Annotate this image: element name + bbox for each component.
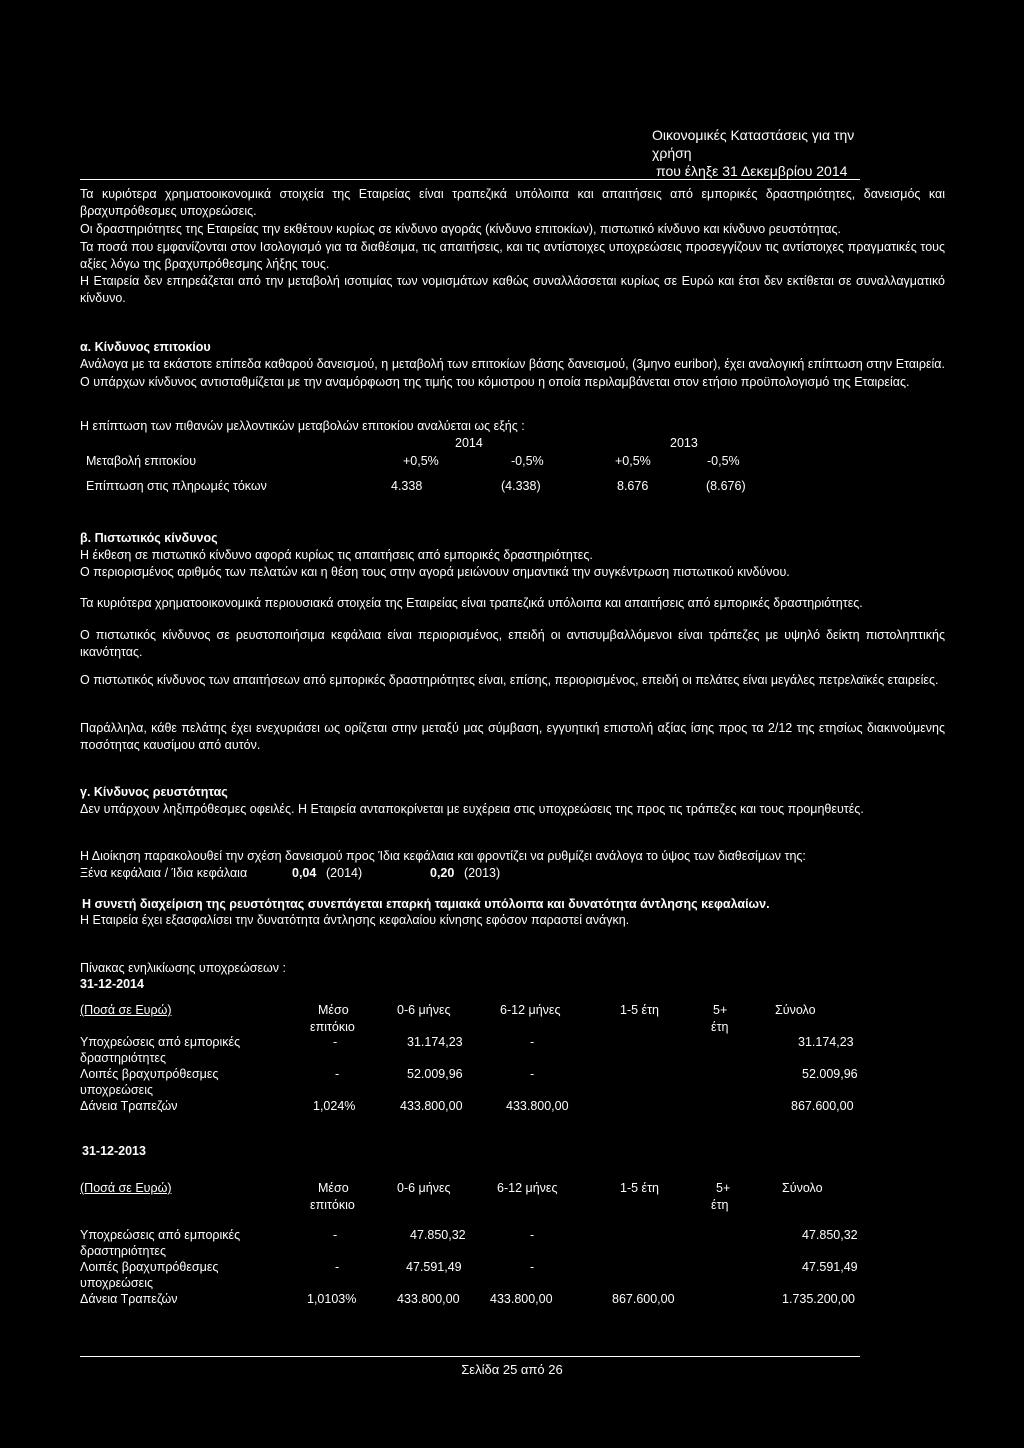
row-label: Υποχρεώσεις από εμπορικές	[80, 1035, 241, 1049]
cell-0-6: 433.800,00	[400, 1099, 463, 1113]
cell-0-6: 47.850,32	[410, 1228, 466, 1242]
amounts-in-euro-label: (Ποσά σε Ευρώ)	[80, 1181, 172, 1195]
footer-rule	[80, 1356, 860, 1357]
rate-change-value: +0,5%	[403, 454, 439, 468]
section-a-paragraph: Ανάλογα με τα εκάστοτε επίπεδα καθαρού δανεισμού, η μεταβολή των επιτοκίων βάσης δανεισμού, (3μηνο euribor), έχει αναλογική επίπτωση στην Εταιρεία. Ο υπάρχων κίνδυνος αντισταθμίζεται με την αναμόρφωση της τιμής του κόμιστρου η οποία περιλαμβάνεται στον ετήσιο προϋπολογισμό της Εταιρείας.	[80, 357, 945, 389]
section-b-line-2: Ο περιορισμένος αριθμός των πελατών και η θέση τους στην αγορά μειώνουν σημαντικά την συγκέντρωση πιστωτικού κινδύνου.	[80, 565, 790, 579]
year-2014-header: 2014	[455, 436, 483, 450]
col-6-12-months: 6-12 μήνες	[500, 1003, 561, 1017]
row-label: υποχρεώσεις	[80, 1276, 153, 1290]
intro-paragraph-4: Η Εταιρεία δεν επηρεάζεται από την μεταβολή ισοτιμίας των νομισμάτων καθώς συναλλάσσεται κυρίως σε Ευρώ και έτσι δεν εκτίθεται σε συναλλαγματικό κίνδυνο.	[80, 274, 945, 305]
section-c-paragraph-1: Δεν υπάρχουν ληξιπρόθεσμες οφειλές. Η Εταιρεία ανταποκρίνεται με ευχέρεια στις υποχρεώσεις της προς τις τράπεζες και τους προμηθευτές.	[80, 802, 864, 816]
section-b-paragraph-3: Ο πιστωτικός κίνδυνος των απαιτήσεων από εμπορικές δραστηριότητες είναι, επίσης, περιορισμένος, επειδή οι πελάτες είναι μεγάλες πετρελαϊκές εταιρείες.	[80, 673, 939, 687]
col-total: Σύνολο	[782, 1181, 823, 1195]
cell-avg: -	[333, 1035, 338, 1049]
col-0-6-months: 0-6 μήνες	[397, 1003, 451, 1017]
interest-impact-value: 8.676	[617, 479, 649, 493]
cell-avg: 1,0103%	[307, 1292, 357, 1306]
col-5-plus-years: 5+	[713, 1003, 728, 1017]
col-total: Σύνολο	[775, 1003, 816, 1017]
col-1-5-years: 1-5 έτη	[620, 1003, 660, 1017]
cell-0-6: 52.009,96	[407, 1067, 463, 1081]
cell-total: 52.009,96	[802, 1067, 858, 1081]
col-5-plus-years: 5+	[716, 1181, 731, 1195]
cell-6-12: -	[530, 1067, 535, 1081]
cell-0-6: 31.174,23	[407, 1035, 463, 1049]
rate-change-value: +0,5%	[615, 454, 651, 468]
cell-avg: -	[333, 1228, 338, 1242]
row-label: Δάνεια Τραπεζών	[80, 1292, 178, 1306]
cell-1-5: 867.600,00	[612, 1292, 675, 1306]
row-label: δραστηριότητες	[80, 1244, 166, 1258]
row-label: Υποχρεώσεις από εμπορικές	[80, 1228, 241, 1242]
cell-avg: -	[335, 1067, 340, 1081]
section-c-paragraph-2: Η Διοίκηση παρακολουθεί την σχέση δανεισμού προς Ίδια κεφάλαια και φροντίζει να ρυθμίζει ανάλογα το ύψος των διαθεσίμων της:	[80, 849, 806, 863]
cell-6-12: 433.800,00	[506, 1099, 569, 1113]
intro-paragraph-3: Τα ποσά που εμφανίζονται στον Ισολογισμό για τα διαθέσιμα, τις απαιτήσεις, και τις αντίστοιχες υποχρεώσεις προσεγγίζουν τις αντίστοιχες πραγματικές τους αξίες λόγω της βραχυπρόθεσμης λήξης τους.	[80, 240, 945, 271]
section-c-title: γ. Κίνδυνος ρευστότητας	[80, 785, 228, 799]
document-header	[652, 126, 872, 180]
interest-impact-label: Επίπτωση στις πληρωμές τόκων	[86, 479, 267, 493]
section-c-paragraph-3: Η Εταιρεία έχει εξασφαλίσει την δυνατότητα άντλησης κεφαλαίου κίνησης εφόσον παραστεί ανάγκη.	[80, 913, 630, 927]
section-a-title: α. Κίνδυνος επιτοκίου	[80, 340, 211, 354]
col-5-plus-years: έτη	[711, 1198, 729, 1212]
col-avg-rate: Μέσο	[318, 1003, 349, 1017]
section-b-line-1: Η έκθεση σε πιστωτικό κίνδυνο αφορά κυρίως τις απαιτήσεις από εμπορικές δραστηριότητες.	[80, 548, 593, 562]
page-number: Σελίδα 25 από 26	[461, 1362, 563, 1377]
col-6-12-months: 6-12 μήνες	[497, 1181, 558, 1195]
col-avg-rate: επιτόκιο	[310, 1020, 355, 1034]
section-b-title: β. Πιστωτικός κίνδυνος	[80, 531, 218, 545]
section-b-paragraph-2: Ο πιστωτικός κίνδυνος σε ρευστοποιήσιμα κεφάλαια είναι περιορισμένος, επειδή οι αντισυμβαλλόμενοι είναι τράπεζες με υψηλό δείκτη πιστοληπτικής ικανότητας.	[80, 628, 945, 659]
liquidity-management-statement: Η συνετή διαχείριση της ρευστότητας συνεπάγεται επαρκή ταμιακά υπόλοιπα και δυνατότητα άντλησης κεφαλαίων.	[82, 897, 770, 911]
cell-0-6: 47.591,49	[406, 1260, 462, 1274]
cell-total: 1.735.200,00	[782, 1292, 855, 1306]
header-rule	[80, 179, 860, 180]
cell-6-12: -	[530, 1035, 535, 1049]
debt-equity-2013-year: (2013)	[464, 866, 501, 880]
table-2014-date: 31-12-2014	[80, 977, 144, 991]
interest-impact-value: (4.338)	[501, 479, 541, 493]
section-a-intro-line: Η επίπτωση των πιθανών μελλοντικών μεταβολών επιτοκίου αναλύεται ως εξής :	[80, 419, 525, 433]
cell-total: 867.600,00	[791, 1099, 854, 1113]
interest-impact-value: 4.338	[391, 479, 423, 493]
cell-avg: 1,024%	[313, 1099, 356, 1113]
intro-paragraph-2: Οι δραστηριότητες της Εταιρείας την εκθέτουν κυρίως σε κίνδυνο αγοράς (κίνδυνο επιτοκίων), πιστωτικό κίνδυνο και κίνδυνο ρευστότητας.	[80, 222, 842, 236]
header-subtitle: που έληξε 31 Δεκεμβρίου 2014	[656, 163, 848, 179]
cell-total: 47.850,32	[802, 1228, 858, 1242]
table-2013-date: 31-12-2013	[82, 1144, 146, 1158]
cell-avg: -	[335, 1260, 340, 1274]
debt-equity-label: Ξένα κεφάλαια / Ίδια κεφάλαια	[80, 866, 248, 880]
cell-0-6: 433.800,00	[397, 1292, 460, 1306]
amounts-in-euro-label: (Ποσά σε Ευρώ)	[80, 1003, 172, 1017]
col-1-5-years: 1-5 έτη	[620, 1181, 660, 1195]
cell-6-12: -	[530, 1260, 535, 1274]
col-avg-rate: επιτόκιο	[310, 1198, 355, 1212]
cell-total: 47.591,49	[802, 1260, 858, 1274]
debt-equity-2013-value: 0,20	[430, 866, 455, 880]
row-label: υποχρεώσεις	[80, 1083, 153, 1097]
row-label: Λοιπές βραχυπρόθεσμες	[80, 1067, 219, 1081]
section-b-paragraph-1: Τα κυριότερα χρηματοοικονομικά περιουσιακά στοιχεία της Εταιρείας είναι τραπεζικά υπόλοιπα και απαιτήσεις από εμπορικές δραστηριότητες.	[80, 596, 863, 610]
col-0-6-months: 0-6 μήνες	[397, 1181, 451, 1195]
year-2013-header: 2013	[670, 436, 698, 450]
section-b-paragraph-4: Παράλληλα, κάθε πελάτης έχει ενεχυριάσει ως ορίζεται στην μεταξύ μας σύμβαση, εγγυητική επιστολή αξίας ίσης προς τα 2/12 της ετησίως διακινούμενης ποσότητας καυσίμου από αυτόν.	[80, 721, 945, 752]
row-label: Δάνεια Τραπεζών	[80, 1099, 178, 1113]
maturity-table-caption: Πίνακας ενηλικίωσης υποχρεώσεων :	[80, 961, 286, 975]
rate-change-label: Μεταβολή επιτοκίου	[86, 454, 197, 468]
cell-6-12: -	[530, 1228, 535, 1242]
cell-total: 31.174,23	[798, 1035, 854, 1049]
row-label: δραστηριότητες	[80, 1051, 166, 1065]
col-5-plus-years: έτη	[711, 1020, 729, 1034]
col-avg-rate: Μέσο	[318, 1181, 349, 1195]
interest-impact-value: (8.676)	[706, 479, 746, 493]
debt-equity-2014-value: 0,04	[292, 866, 317, 880]
header-title: Οικονομικές Καταστάσεις για την χρήση	[652, 127, 855, 161]
intro-paragraph-1: Τα κυριότερα χρηματοοικονομικά στοιχεία της Εταιρείας είναι τραπεζικά υπόλοιπα και απαιτήσεις από εμπορικές δραστηριότητες, δανεισμός και βραχυπρόθεσμες υποχρεώσεις.	[80, 187, 945, 218]
rate-change-value: -0,5%	[707, 454, 740, 468]
row-label: Λοιπές βραχυπρόθεσμες	[80, 1260, 219, 1274]
cell-6-12: 433.800,00	[490, 1292, 553, 1306]
rate-change-value: -0,5%	[511, 454, 544, 468]
debt-equity-2014-year: (2014)	[326, 866, 363, 880]
